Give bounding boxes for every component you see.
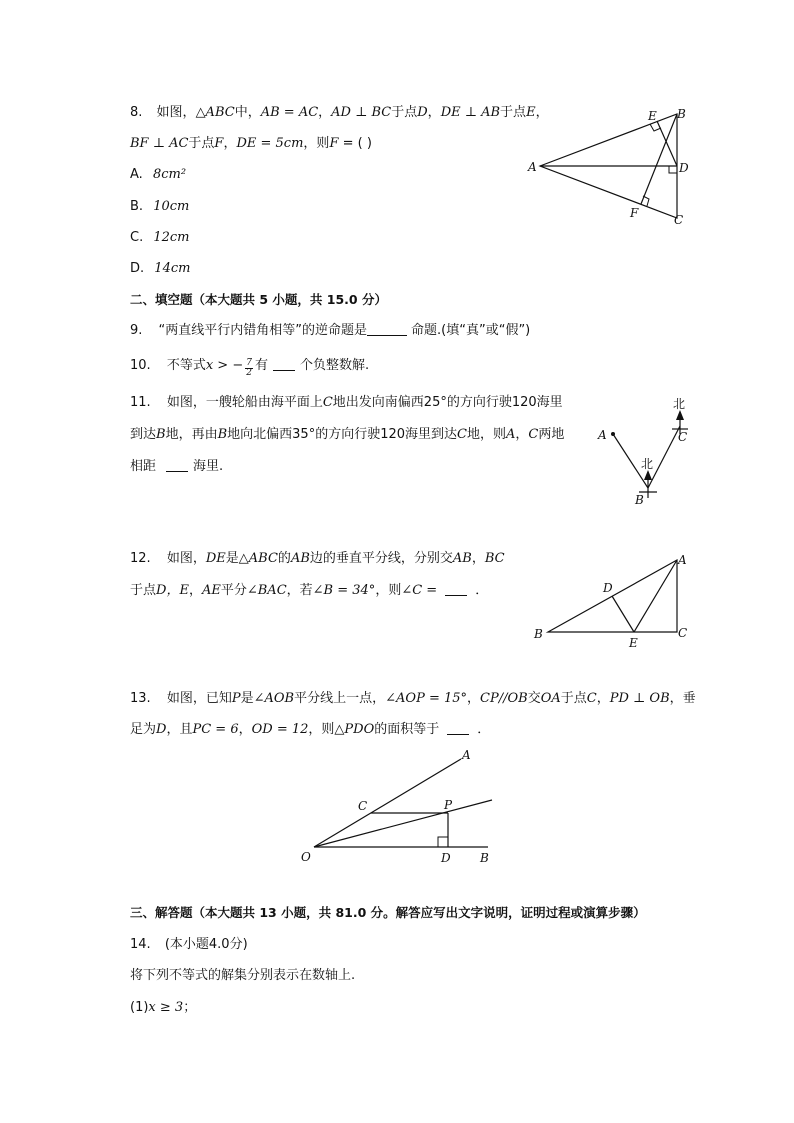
q11-figure: [595, 396, 705, 511]
section-3-heading: 三、解答题（本大题共 13 小题，共 81.0 分。解答应写出文字说明，证明过程或演算步骤）: [130, 905, 646, 920]
q13-bisector-op: [314, 800, 492, 847]
q11-line-2: 到达B地，再由B地向北偏西35°的方向行驶120海里到达C地，则A，C两地: [130, 427, 565, 442]
q13-right-angle-d: [438, 837, 448, 847]
q12-label-b: B: [534, 627, 543, 641]
q12-line-1: 12. 如图，DE是△ABC的AB边的垂直平分线，分别交AB，BC: [130, 551, 505, 566]
q8-label-f: F: [630, 206, 639, 220]
q9-answer-blank[interactable]: [367, 323, 407, 336]
q12-label-c: C: [678, 626, 688, 640]
q11-north-arrow-c: [676, 410, 684, 420]
section-2-heading: 二、填空题（本大题共 5 小题，共 15.0 分）: [130, 292, 387, 307]
q14-number: 14.: [130, 937, 151, 952]
q11-label-a: A: [598, 428, 607, 442]
q9-line: 9. “两直线平行内错角相等”的逆命题是 命题.(填“真”或“假”): [130, 323, 531, 338]
q10-answer-blank[interactable]: [273, 358, 295, 371]
q13-label-a: A: [462, 748, 471, 762]
q14-item-1: (1)x ≥ 3；: [130, 1000, 197, 1015]
q13-number: 13.: [130, 691, 151, 706]
q8-number: 8.: [130, 105, 143, 120]
q8-label-e: E: [648, 109, 657, 123]
q8-label-b: B: [677, 107, 686, 121]
q12-label-e: E: [629, 636, 638, 650]
q13-label-c: C: [358, 799, 368, 813]
q12-answer-blank[interactable]: [445, 583, 467, 596]
q13-answer-blank[interactable]: [447, 722, 469, 735]
q8-option-d[interactable]: D. 14cm: [130, 261, 191, 276]
q10-line: 10. 不等式x > − $\frac{7}{2}$ 有 个负整数解.: [130, 358, 370, 378]
q11-north-arrow-b: [644, 470, 652, 480]
q13-figure: [298, 745, 498, 870]
q11-label-north-c: 北: [673, 397, 686, 411]
q8-line-2: BF ⊥ AC于点F，DE = 5cm，则F = ( ): [130, 136, 372, 151]
q11-number: 11.: [130, 395, 151, 410]
q11-answer-blank[interactable]: [166, 459, 188, 472]
q9-number: 9.: [130, 323, 143, 338]
q12-segment-de: [612, 596, 634, 632]
q10-fraction: $\frac{7}{2}$: [246, 358, 252, 378]
q14-instruction: 将下列不等式的解集分别表示在数轴上.: [130, 968, 356, 983]
q8-option-c[interactable]: C. 12cm: [130, 230, 190, 245]
q12-figure: [530, 552, 700, 652]
q14-header: [130, 936, 248, 954]
q11-label-b: B: [635, 493, 644, 507]
q14-score: (本小题4.0分): [164, 937, 248, 952]
q11-line-1: 11. 如图，一艘轮船由海平面上C地出发向南偏西25°的方向行驶120海里: [130, 395, 563, 410]
q13-line-1: 13. 如图，已知P是∠AOB平分线上一点，∠AOP = 15°，CP//OB交OA于点C，PD ⊥ OB，垂: [130, 691, 696, 706]
q8-label-a: A: [528, 160, 537, 174]
q13-label-b: B: [480, 851, 489, 865]
q12-label-a: A: [678, 553, 687, 567]
q11-point-a: [611, 432, 615, 436]
q8-label-d: D: [679, 161, 689, 175]
q8-option-b[interactable]: B. 10cm: [130, 199, 190, 214]
q8-option-a[interactable]: A. 8cm²: [130, 167, 187, 182]
q8-segment-bf: [641, 114, 677, 204]
q11-label-north-b: 北: [641, 457, 654, 471]
q12-line-2: 于点D，E，AE平分∠BAC，若∠B = 34°，则∠C = ．: [130, 583, 489, 598]
q8-right-angle-d: [669, 166, 677, 173]
q8-segment-de: [657, 121, 677, 166]
q13-label-o: O: [301, 850, 311, 864]
q13-ray-oa: [314, 759, 461, 847]
q12-label-d: D: [603, 581, 613, 595]
q13-line-2: 足为D，且PC = 6，OD = 12，则△PDO的面积等于 ．: [130, 722, 491, 737]
q8-figure: [520, 100, 700, 235]
q13-label-d: D: [441, 851, 451, 865]
q11-line-3: 相距 海里.: [130, 459, 224, 474]
q8-line-1: 8. 如图，△ABC中，AB = AC，AD ⊥ BC于点D，DE ⊥ AB于点E，: [130, 105, 549, 120]
q8-label-c: C: [674, 213, 684, 227]
q10-number: 10.: [130, 358, 151, 373]
q11-label-c: C: [678, 430, 688, 444]
q12-segment-ae: [634, 560, 677, 632]
q13-label-p: P: [444, 798, 453, 812]
q12-number: 12.: [130, 551, 151, 566]
